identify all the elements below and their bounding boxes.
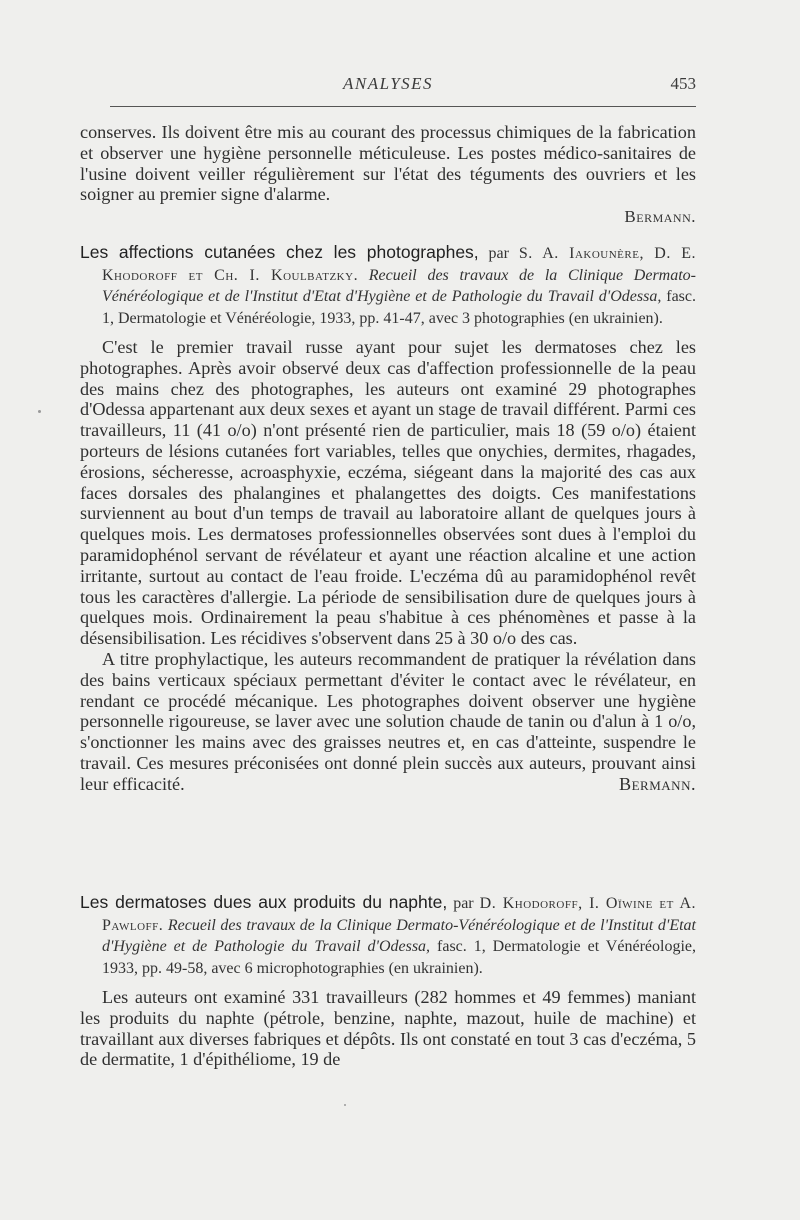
- entry-2-heading: [80, 242, 696, 329]
- entry-2: [80, 242, 696, 795]
- header-rule: [110, 106, 696, 107]
- entry-2-paragraph-1: C'est le premier travail russe ayant pour sujet les dermatoses chez les photographes. Après avoir observé deux cas d'affection professionnelle de la peau des mains chez des photographes, les auteurs ont examiné 29 photographes d'Odessa appartenant aux deux sexes et ayant un stage de travail différent. Parmi ces travailleurs, 11 (41 o/o) n'ont présenté rien de particulier, mais 18 (59 o/o) étaient porteurs de lésions cutanées fort variables, telles que onychies, dermites, rhagades, érosions, sécheresse, acroasphyxie, eczéma, siégeant dans la majorité des cas aux faces dorsales des phalangines et phalangettes des doigts. Ces manifestations surviennent au bout d'un temps de travail au laboratoire allant de quelques jours à quelques mois. Les dermatoses professionnelles observées sont dues à l'emploi du paramidophénol servant de révélateur et ayant une réaction alcaline et une action irritante, surtout au contact de l'eau froide. L'eczéma dû au paramidophénol revêt tous les caractères d'allergie. La période de sensibilisation dure de quelques jours à quelques mois. Ordinairement la peau s'habitue à ces phénomènes et passe à la désensibilisation. Les récidives s'observent dans 25 à 30 o/o des cas.: [80, 337, 696, 649]
- entry-2-details: fasc. 1, Dermatologie et Vénéréologie, 1933, pp. 41-47, avec 3 photographies (en ukrainien).: [102, 288, 696, 327]
- entry-2-signature: Bermann.: [618, 773, 696, 794]
- entry-1-text: conserves. Ils doivent être mis au courant des processus chimiques de la fabrication et observer une hygiène personnelle méticuleuse. Les postes médico-sanitaires de l'usine doivent veiller régulièrement sur l'état des téguments des ouvriers et les soigner au premier signe d'alarme.: [80, 122, 696, 205]
- entry-3-authors: D. Khodoroff, I. Oïwine et A. Pawloff.: [102, 895, 696, 934]
- entry-2-paragraph-2-text: A titre prophylactique, les auteurs recommandent de pratiquer la révélation dans des bains verticaux spéciaux permettant d'éviter le contact avec le révélateur, en rendant ce procédé mécanique. Les photographes doivent observer une hygiène personnelle rigoureuse, se laver avec une solution chaude de tanin ou d'alun à 1 o/o, s'onctionner les mains avec des graisses neutres et, en cas d'atteinte, suspendre le travail. Ces mesures préconisées ont donné plein succès aux auteurs, prouvant ainsi leur efficacité.: [80, 648, 696, 794]
- entry-2-authors: S. A. Iakounère, D. E. Khodoroff et Ch. I. Koulbatzky.: [102, 245, 696, 284]
- running-head: [80, 74, 696, 98]
- page-speck: [344, 1104, 346, 1106]
- entry-2-by: par: [488, 245, 509, 262]
- entry-3-by: par: [453, 895, 474, 912]
- entry-3: [80, 892, 696, 1070]
- entry-3-heading: [80, 892, 696, 979]
- page-number: 453: [670, 74, 696, 93]
- running-title: ANALYSES: [342, 74, 434, 93]
- entry-3-journal: Recueil des travaux de la Clinique Dermato-Vénéréologique et de l'Institut d'Etat d'Hygiène et de Pathologie du Travail d'Odessa,: [102, 916, 696, 955]
- entry-1-tail: [80, 122, 696, 227]
- entry-1-signature: Bermann.: [624, 207, 696, 227]
- entry-3-title: Les dermatoses dues aux produits du naphte,: [80, 892, 448, 912]
- entry-3-paragraph-1: Les auteurs ont examiné 331 travailleurs (282 hommes et 49 femmes) maniant les produits du naphte (pétrole, benzine, naphte, mazout, huile de machine) et travaillant aux diverses fabriques et dépôts. Ils ont constaté en tout 3 cas d'eczéma, 5 de dermatite, 1 d'épithéliome, 19 de: [80, 987, 696, 1070]
- entry-2-journal: Recueil des travaux de la Clinique Dermato-Vénéréologique et de l'Institut d'Etat d'Hygiène et de Pathologie du Travail d'Odessa,: [102, 266, 697, 305]
- entry-2-title: Les affections cutanées chez les photographes,: [80, 242, 479, 262]
- entry-2-paragraph-2: [80, 649, 696, 795]
- entry-3-details: fasc. 1, Dermatologie et Vénéréologie, 1933, pp. 49-58, avec 6 microphotographies (en ukrainien).: [102, 938, 696, 977]
- page-speck: [38, 410, 41, 413]
